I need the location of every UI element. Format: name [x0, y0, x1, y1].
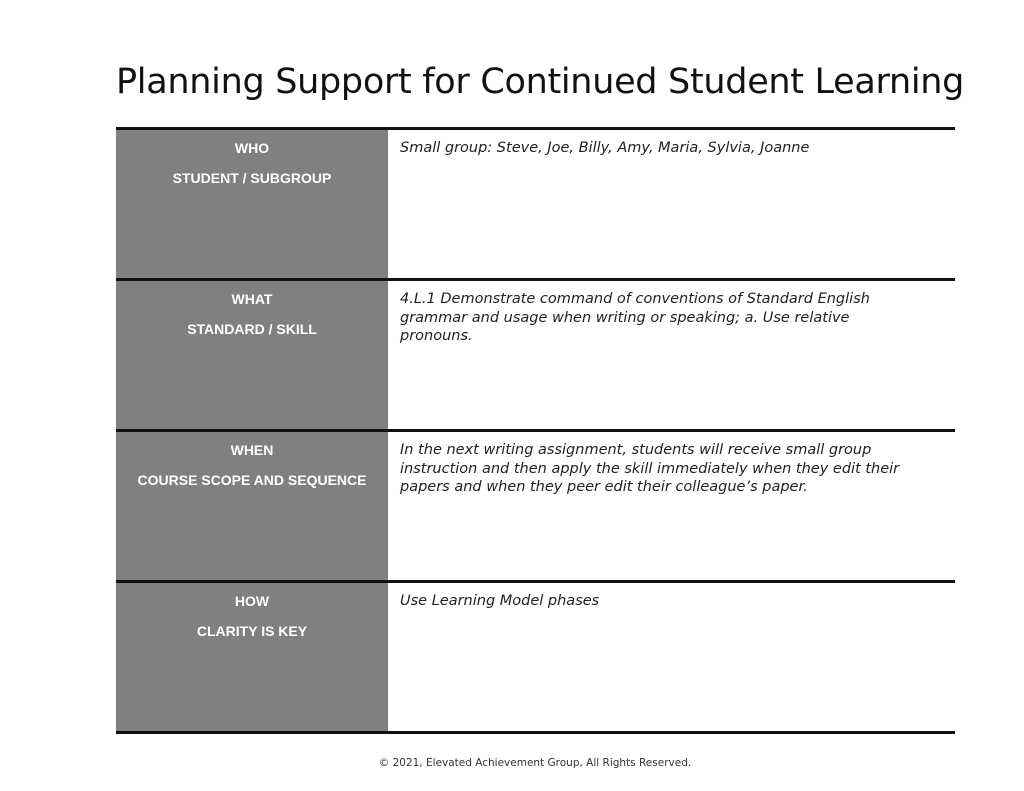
row-content-what: 4.L.1 Demonstrate command of conventions of Standard English grammar and usage when writing or speaking; a. Use relative pronouns. — [400, 291, 870, 344]
row-heading: WHAT — [231, 291, 273, 307]
row-label-how — [116, 583, 388, 731]
table-row-when — [116, 429, 955, 580]
row-label-what — [116, 281, 388, 429]
table-row-who — [116, 127, 955, 278]
row-subheading: STUDENT / SUBGROUP — [172, 170, 332, 186]
row-subheading: CLARITY IS KEY — [196, 623, 308, 639]
row-label-who — [116, 130, 388, 278]
row-content-when: In the next writing assignment, students will receive small group instruction and then apply the skill immediately when they edit their papers and when they peer edit their colleague’s paper. — [400, 442, 900, 495]
row-subheading: COURSE SCOPE AND SEQUENCE — [137, 472, 367, 488]
row-content-who: Small group: Steve, Joe, Billy, Amy, Maria, Sylvia, Joanne — [400, 140, 810, 156]
table-row-how — [116, 580, 955, 734]
row-label-when — [116, 432, 388, 580]
row-content-how: Use Learning Model phases — [400, 593, 600, 609]
row-heading: HOW — [234, 593, 270, 609]
row-subheading: STANDARD / SKILL — [187, 321, 317, 337]
table-row-what — [116, 278, 955, 429]
row-heading: WHEN — [230, 442, 274, 458]
page-title: Planning Support for Continued Student Learning — [116, 62, 965, 102]
copyright-footer: © 2021, Elevated Achievement Group, All Rights Reserved. — [378, 757, 692, 769]
row-heading: WHO — [234, 140, 270, 156]
planning-table — [116, 127, 955, 734]
